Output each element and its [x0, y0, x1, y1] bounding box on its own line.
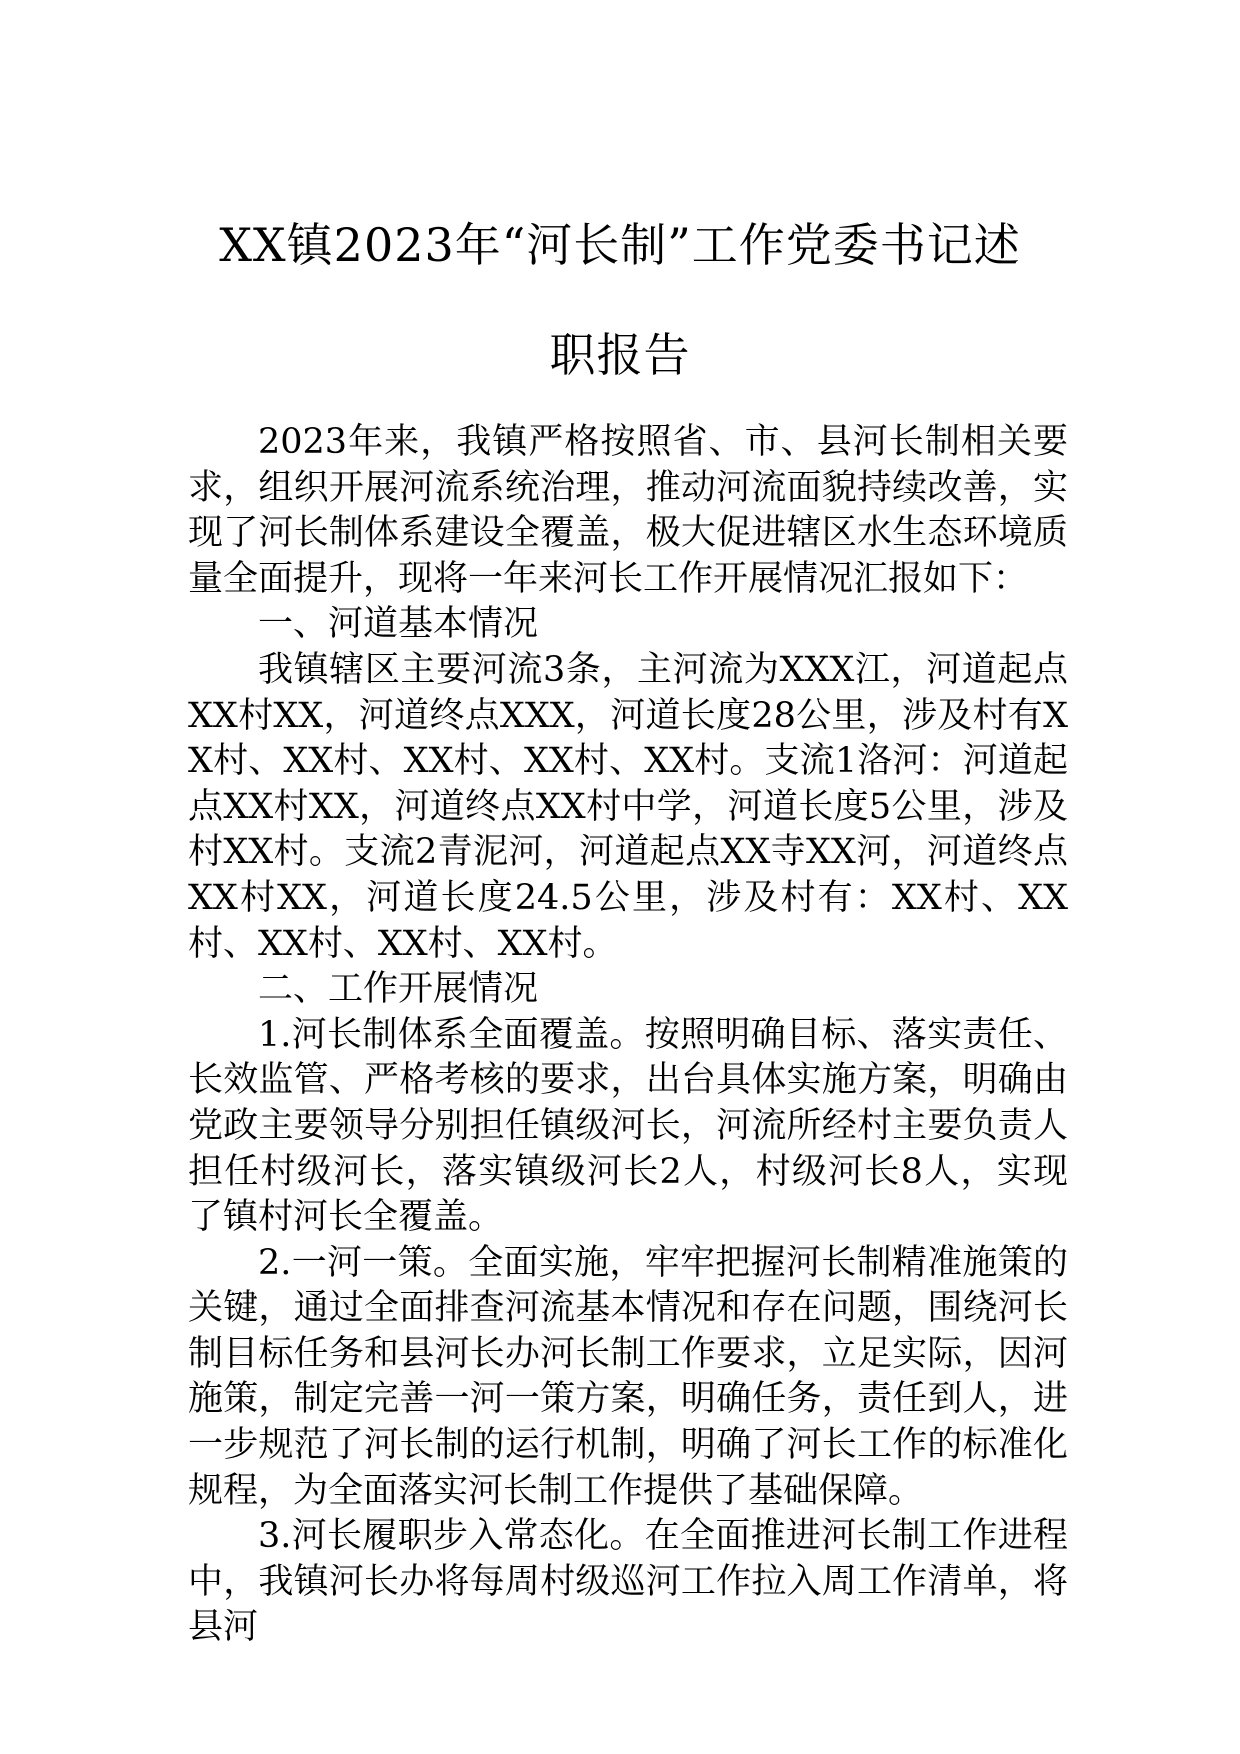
section-heading-1: 一、河道基本情况: [258, 604, 539, 645]
item-2-paragraph: 2.一河一策。全面实施，牢牢把握河长制精准施策的关键，通过全面排查河流基本情况和存在问题，围绕河长制目标任务和县河长办河长制工作要求，立足实际，因河施策，制定完善一河一策方案，明确任务，责任到人，进一步规范了河长制的运行机制，明确了河长工作的标准化规程，为全面落实河长制工作提供了基础保障。: [188, 1242, 1068, 1511]
title-line-1: XX镇2023年“河长制”工作党委书记述: [219, 218, 1021, 272]
section-heading-2: 二、工作开展情况: [258, 969, 539, 1010]
title-line-2: 职报告: [549, 328, 691, 382]
section-1-paragraph: 我镇辖区主要河流3条，主河流为XXX江，河道起点XX村XX，河道终点XXX，河道长度28公里，涉及村有XX村、XX村、XX村、XX村、XX村。支流1洛河：河道起点XX村XX，河道终点XX村中学，河道长度5公里，涉及村XX村。支流2青泥河，河道起点XX寺XX河，河道终点XX村XX，河道长度24.5公里，涉及村有：XX村、XX村、XX村、XX村、XX村。: [188, 649, 1068, 964]
document-title: [160, 190, 1080, 410]
item-3-paragraph: 3.河长履职步入常态化。在全面推进河长制工作进程中，我镇河长办将每周村级巡河工作拉入周工作清单，将县河: [188, 1516, 1068, 1648]
item-1-paragraph: 1.河长制体系全面覆盖。按照明确目标、落实责任、长效监管、严格考核的要求，出台具体实施方案，明确由党政主要领导分别担任镇级河长，河流所经村主要负责人担任村级河长，落实镇级河长2人，村级河长8人，实现了镇村河长全覆盖。: [188, 1014, 1068, 1238]
intro-paragraph: 2023年来，我镇严格按照省、市、县河长制相关要求，组织开展河流系统治理，推动河流面貌持续改善，实现了河长制体系建设全覆盖，极大促进辖区水生态环境质量全面提升，现将一年来河长工作开展情况汇报如下：: [188, 422, 1068, 599]
document-body: [188, 420, 1068, 1651]
